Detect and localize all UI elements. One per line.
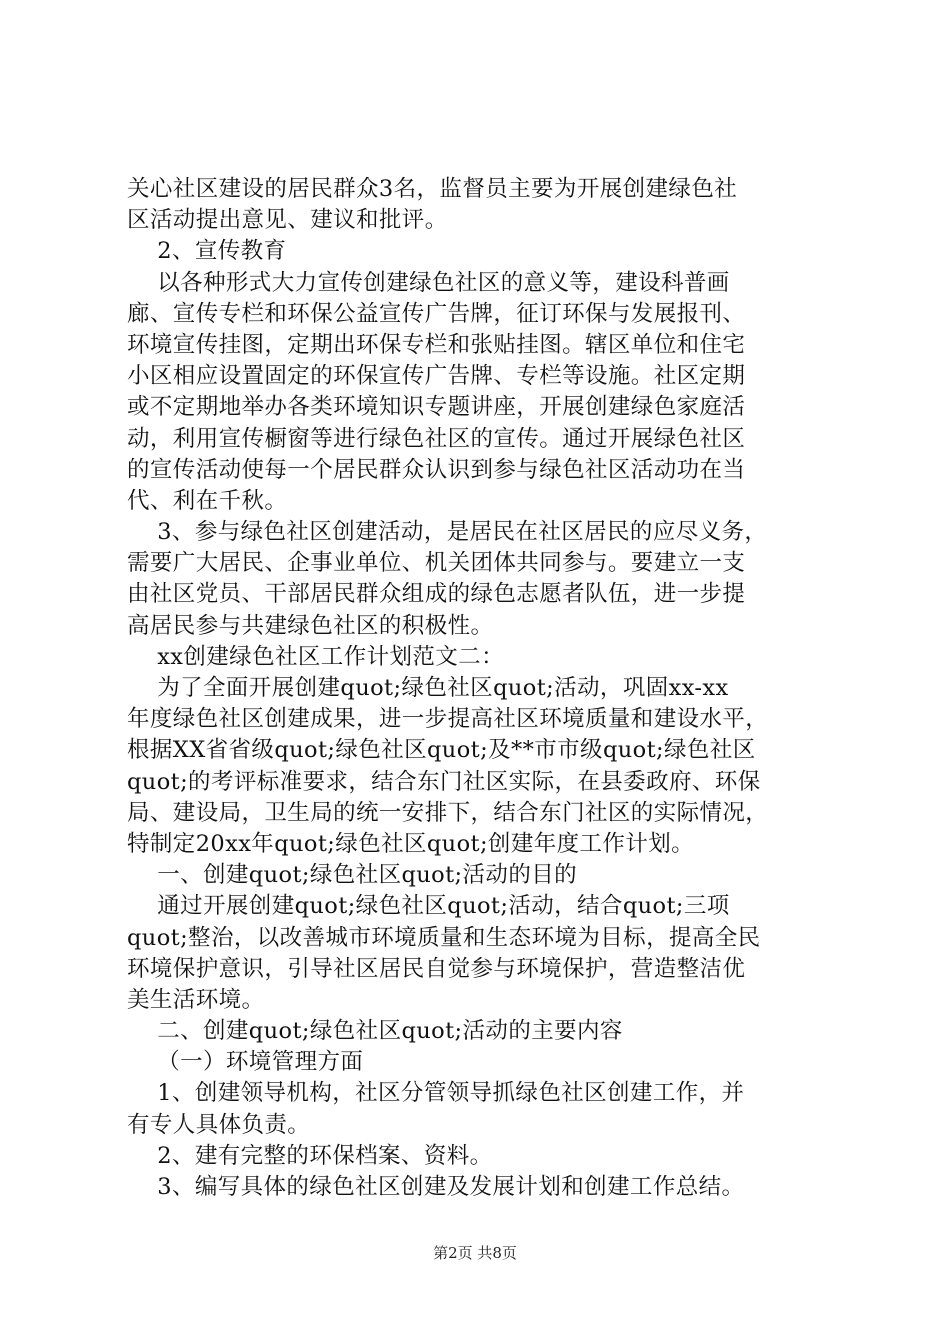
page-number-footer: 第2页 共8页 [433,1244,517,1262]
text-line: 关心社区建设的居民群众3名，监督员主要为开展创建绿色社 [127,176,738,202]
text-line: 需要广大居民、企事业单位、机关团体共同参与。要建立一支 [127,550,746,577]
text-line: 高居民参与共建绿色社区的积极性。 [127,612,494,639]
text-line: 为了全面开展创建quot;绿色社区quot;活动，巩固xx-xx [127,675,729,701]
text-line: quot;整治，以改善城市环境质量和生态环境为目标，提高全民 [127,924,761,951]
text-line: 1、创建领导机构，社区分管领导抓绿色社区创建工作，并 [127,1080,745,1107]
text-line: 以各种形式大力宣传创建绿色社区的意义等，建设科普画 [127,269,730,296]
text-line: 环境保护意识，引导社区居民自觉参与环境保护，营造整洁优 [127,955,746,982]
section-heading: （一）环境管理方面 [127,1049,364,1076]
text-line: 有专人具体负责。 [127,1111,311,1138]
text-line: 或不定期地举办各类环境知识专题讲座，开展创建绿色家庭活 [127,394,746,421]
text-line: 年度绿色社区创建成果，进一步提高社区环境质量和建设水平， [127,706,769,733]
text-line: 的宣传活动使每一个居民群众认识到参与绿色社区活动功在当 [127,456,746,483]
text-line: 环境宣传挂图，定期出环保专栏和张贴挂图。辖区单位和住宅 [127,331,746,358]
text-line: 局、建设局，卫生局的统一安排下，结合东门社区的实际情况， [127,799,769,826]
text-line: 3、编写具体的绿色社区创建及发展计划和创建工作总结。 [127,1174,745,1200]
document-body [127,174,847,1203]
text-line: 区活动提出意见、建议和批评。 [127,207,448,234]
section-heading: 2、宣传教育 [127,238,287,265]
text-line: 特制定20xx年quot;绿色社区quot;创建年度工作计划。 [127,830,695,857]
text-line: 小区相应设置固定的环保宣传广告牌、专栏等设施。社区定期 [127,363,746,390]
text-line: 动，利用宣传橱窗等进行绿色社区的宣传。通过开展绿色社区 [127,425,746,452]
text-line: 3、参与绿色社区创建活动，是居民在社区居民的应尽义务， [127,519,768,546]
text-line: 2、建有完整的环保档案、资料。 [127,1142,493,1169]
section-heading: 二、创建quot;绿色社区quot;活动的主要内容 [127,1018,623,1045]
text-line: 廊、宣传专栏和环保公益宣传广告牌，征订环保与发展报刊、 [127,300,746,327]
text-line: 代、利在千秋。 [127,487,288,514]
text-line: 通过开展创建quot;绿色社区quot;活动，结合quot;三项 [127,893,730,920]
section-heading: xx创建绿色社区工作计划范文二： [127,643,504,670]
section-heading: 一、创建quot;绿色社区quot;活动的目的 [127,862,578,889]
text-line: 美生活环境。 [127,986,265,1013]
text-line: quot;的考评标准要求，结合东门社区实际，在县委政府、环保 [127,768,761,795]
text-line: 根据XX省省级quot;绿色社区quot;及**市市级quot;绿色社区 [127,737,756,764]
text-line: 由社区党员、干部居民群众组成的绿色志愿者队伍，进一步提 [127,581,746,608]
